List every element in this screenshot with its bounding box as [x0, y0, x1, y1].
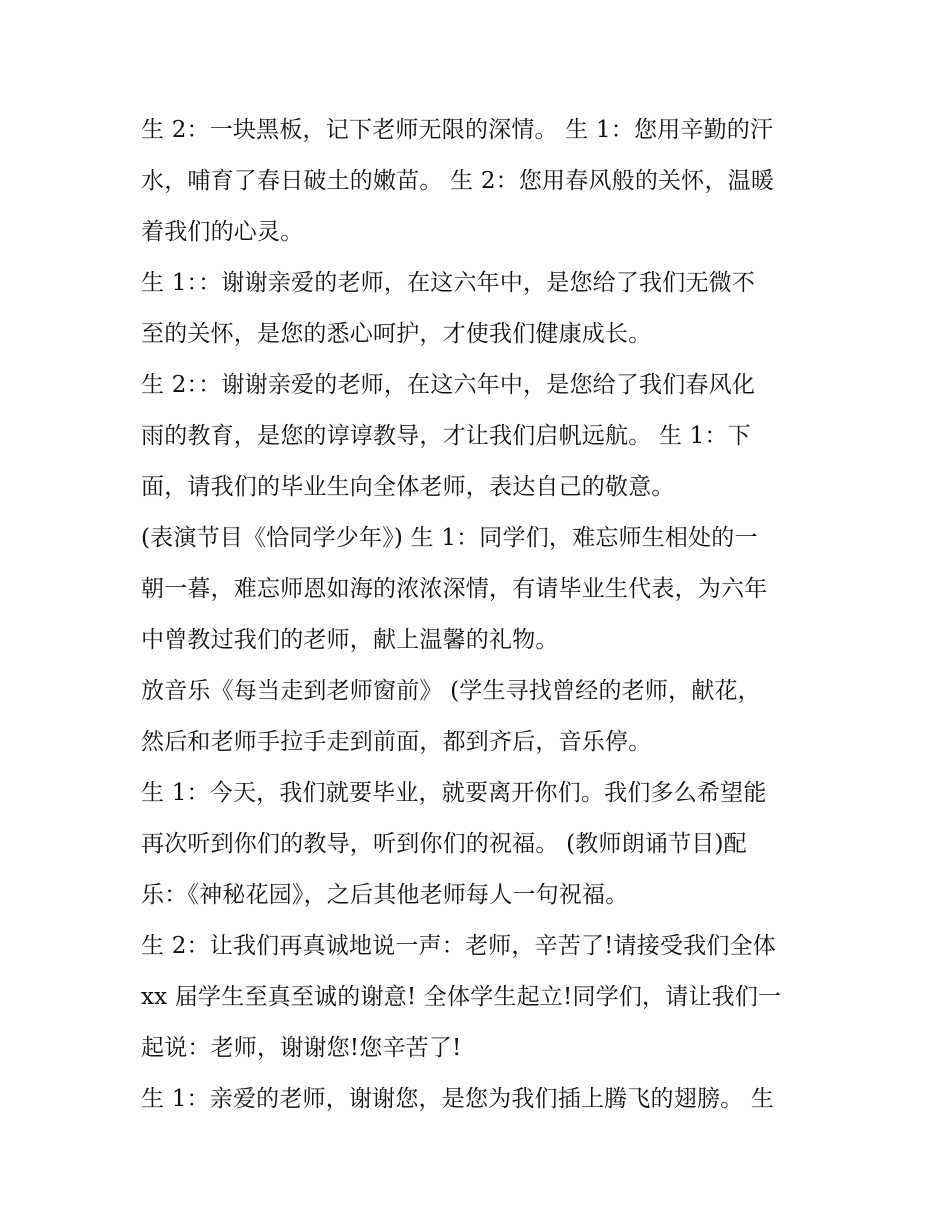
text-line-15: 再次听到你们的教导，听到你们的祝福。 (教师朗诵节目)配 [141, 831, 747, 857]
text-line-6: 生 2：：谢谢亲爱的老师，在这六年中，是您给了我们春风化 [141, 372, 756, 398]
text-line-17: 生 2：让我们再真诚地说一声：老师，辛苦了!请接受我们全体 [141, 933, 776, 959]
text-line-11: 中曾教过我们的老师，献上温馨的礼物。 [141, 627, 559, 653]
text-line-20: 生 1：亲爱的老师，谢谢您，是您为我们插上腾飞的翅膀。 生 [141, 1086, 775, 1112]
text-line-19: 起说：老师，谢谢您!您辛苦了! [141, 1035, 462, 1061]
text-line-12: 放音乐《每当走到老师窗前》 (学生寻找曾经的老师，献花， [141, 678, 761, 704]
text-line-5: 至的关怀，是您的悉心呵护，才使我们健康成长。 [141, 321, 652, 347]
text-line-10: 朝一暮，难忘师恩如海的浓浓深情，有请毕业生代表，为六年 [141, 576, 768, 602]
text-line-7: 雨的教育，是您的谆谆教导，才让我们启帆远航。 生 1：下 [141, 423, 751, 449]
text-line-4: 生 1：：谢谢亲爱的老师，在这六年中，是您给了我们无微不 [141, 270, 756, 296]
text-line-16: 乐：《神秘花园》，之后其他老师每人一句祝福。 [141, 882, 629, 908]
text-line-9: (表演节目《恰同学少年》) 生 1：同学们，难忘师生相处的一 [141, 525, 758, 551]
text-line-14: 生 1：今天，我们就要毕业，就要离开你们。我们多么希望能 [141, 780, 767, 806]
document-body [141, 105, 813, 1125]
text-line-18: xx 届学生至真至诚的谢意! 全体学生起立!同学们，请让我们一 [141, 984, 782, 1010]
text-line-1: 生 2：一块黑板，记下老师无限的深情。 生 1：您用辛勤的汗 [141, 117, 774, 143]
text-line-3: 着我们的心灵。 [141, 219, 304, 245]
text-line-2: 水，哺育了春日破土的嫩苗。 生 2：您用春风般的关怀，温暖 [141, 168, 775, 194]
text-line-13: 然后和老师手拉手走到前面，都到齐后，音乐停。 [141, 729, 652, 755]
text-line-8: 面，请我们的毕业生向全体老师，表达自己的敬意。 [141, 474, 675, 500]
